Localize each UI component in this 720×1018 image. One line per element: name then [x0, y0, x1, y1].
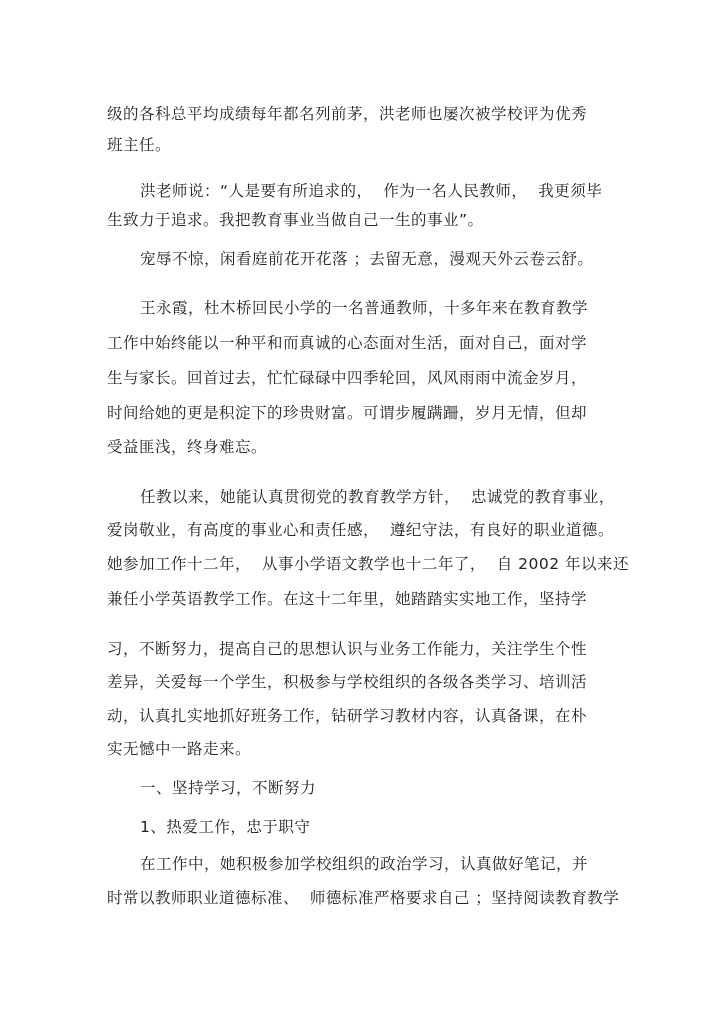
text-line: 时间给她的更是积淀下的珍贵财富。可谓步履蹒跚，岁月无情，但却	[107, 404, 588, 422]
subsection-heading: 1、热爱工作，忠于职守	[140, 818, 311, 836]
text-line: 工作中始终能以一种平和而真诚的心态面对生活，面对自己，面对学	[107, 334, 588, 352]
text-line: 宠辱不惊，闲看庭前花开花落 ；去留无意，漫观天外云卷云舒。	[140, 250, 594, 268]
text-line: 实无憾中一路走来。	[107, 740, 252, 758]
text-line: 班主任。	[107, 136, 172, 154]
text-line: 时常以教师职业道德标准、 师德标准严格要求自己 ；坚持阅读教育教学	[107, 889, 620, 907]
text-line: 王永霞，杜木桥回民小学的一名普通教师，十多年来在教育教学	[140, 299, 589, 317]
text-line: 爱岗敬业，有高度的事业心和责任感， 遵纪守法，有良好的职业道德。	[107, 521, 614, 539]
text-line: 洪老师说：“人是要有所追求的， 作为一名人民教师， 我更须毕	[140, 182, 603, 200]
text-line: 级的各科总平均成绩每年都名列前茅，洪老师也屡次被学校评为优秀	[107, 105, 588, 123]
text-line: 生致力于追求。我把教育事业当做自己一生的事业”。	[107, 211, 484, 229]
text-line: 受益匪浅，终身难忘。	[107, 438, 268, 456]
text-line: 动，认真扎实地抓好班务工作，钻研学习教材内容，认真备课，在朴	[107, 707, 588, 725]
text-line: 差异，关爱每一个学生，积极参与学校组织的各级各类学习、培训活	[107, 673, 588, 691]
text-line: 生与家长。回首过去，忙忙碌碌中四季轮回，风风雨雨中流金岁月，	[107, 369, 588, 387]
text-line: 任教以来，她能认真贯彻党的教育教学方针， 忠诚党的教育事业，	[140, 488, 615, 506]
text-line: 她参加工作十二年， 从事小学语文教学也十二年了， 自 2002 年以来还	[107, 555, 630, 573]
text-line: 兼任小学英语教学工作。在这十二年里，她踏踏实实地工作，坚持学	[107, 590, 588, 608]
section-heading: 一、坚持学习，不断努力	[140, 779, 317, 797]
text-line: 习，不断努力，提高自己的思想认识与业务工作能力，关注学生个性	[107, 640, 588, 658]
text-line: 在工作中，她积极参加学校组织的政治学习，认真做好笔记，并	[140, 855, 589, 873]
